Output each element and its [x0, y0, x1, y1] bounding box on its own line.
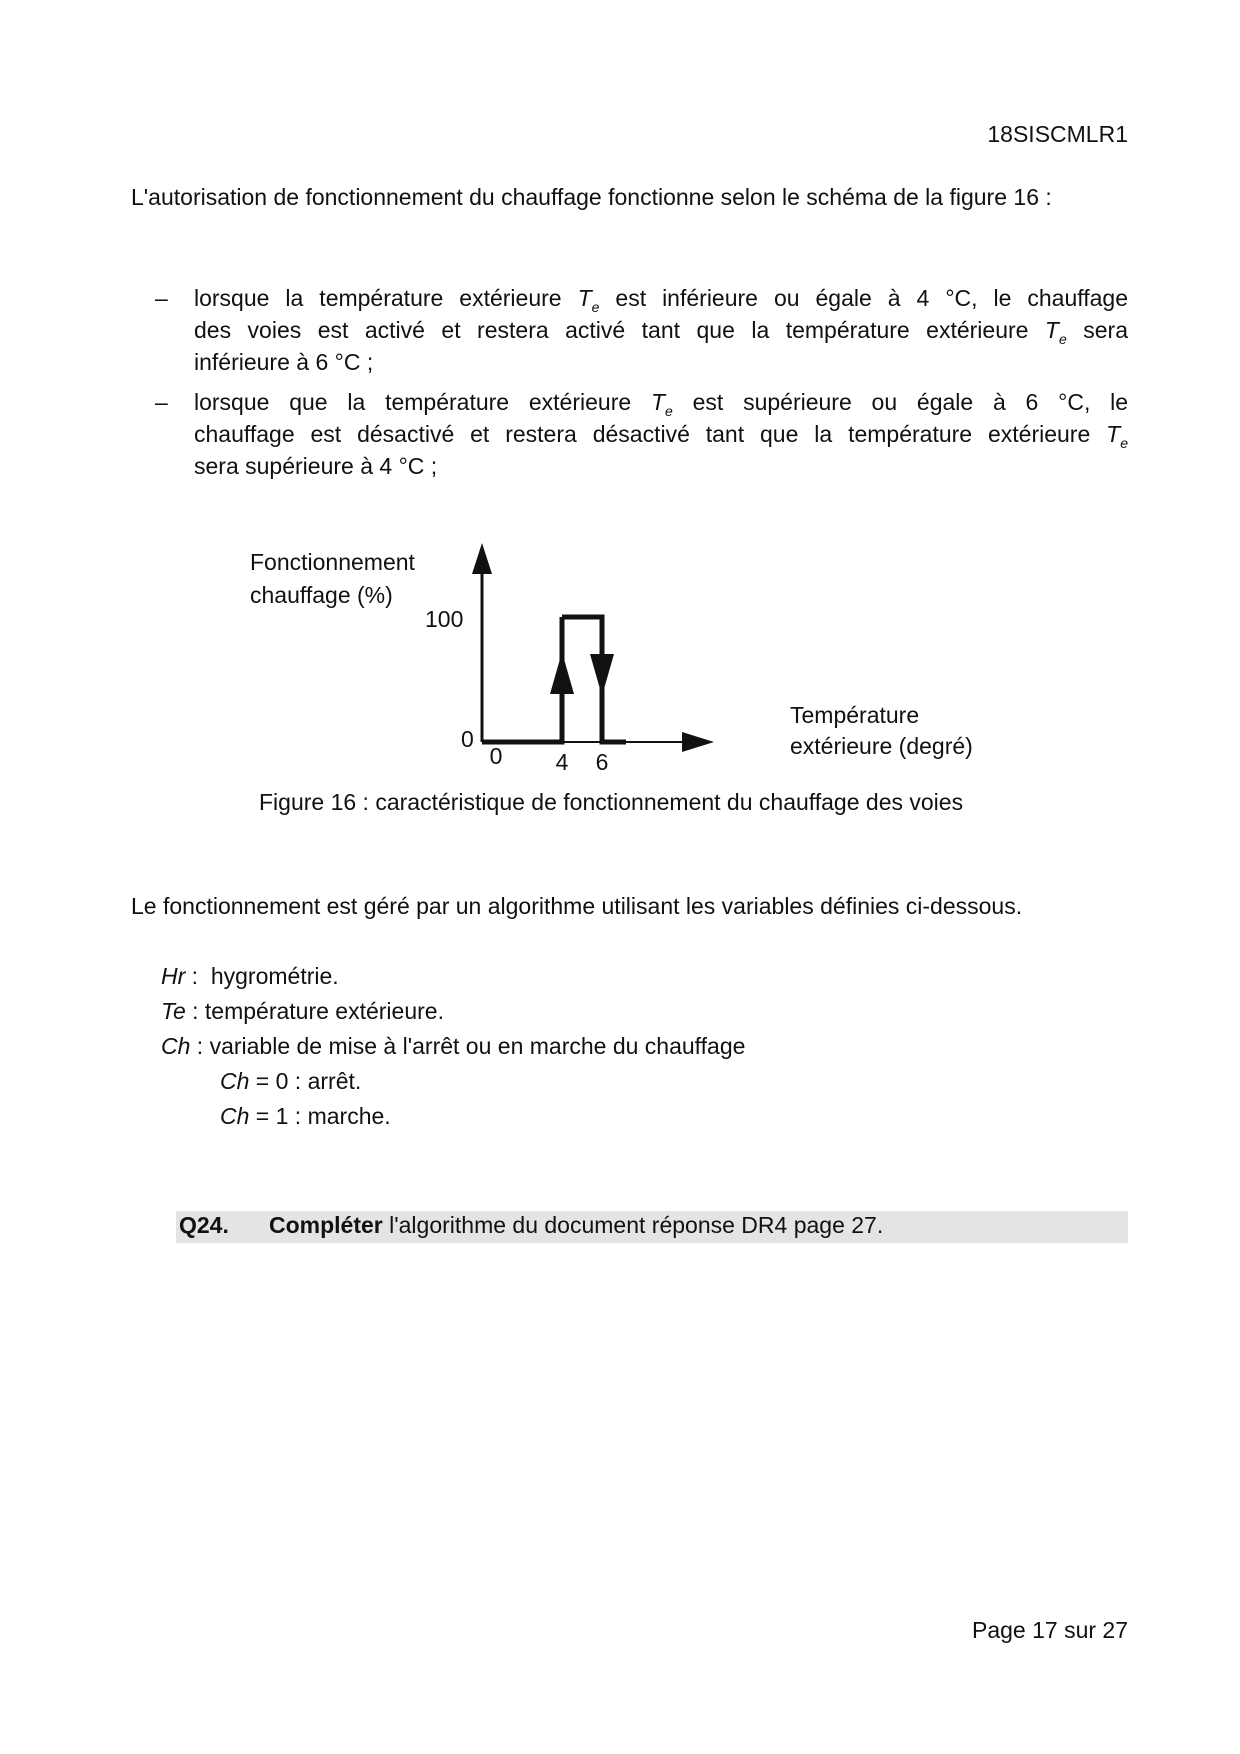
variable-ch — [161, 1033, 745, 1060]
document-code: 18SISCMLR1 — [987, 121, 1128, 147]
text: chauffage est désactivé et restera désactivé tant que la température extérieure — [194, 421, 1091, 447]
var-def: : hygrométrie. — [185, 963, 339, 989]
text: lorsque la température extérieure — [194, 285, 562, 311]
var-name: Hr — [161, 963, 186, 989]
question-text — [269, 1212, 883, 1239]
var-name: Ch — [161, 1033, 191, 1059]
var-name: Ch — [220, 1068, 250, 1094]
direction-arrow-down — [590, 654, 614, 696]
var-def: : température extérieure. — [185, 998, 444, 1024]
figure-16-chart — [240, 540, 1000, 780]
y-tick-100: 100 — [425, 606, 464, 632]
text: sera — [1083, 317, 1128, 343]
y-axis-arrowhead — [472, 543, 492, 574]
bullet-marker: – — [155, 389, 168, 415]
bullet-1-line-3: inférieure à 6 °C ; — [194, 349, 374, 375]
y-axis-label-line-1: Fonctionnement — [250, 549, 415, 575]
question-verb: Compléter — [269, 1212, 383, 1238]
var-name: Ch — [220, 1103, 250, 1129]
x-tick-4: 4 — [555, 749, 569, 775]
x-tick-6: 6 — [595, 749, 609, 775]
y-tick-0: 0 — [461, 726, 474, 752]
var-name: Te — [161, 998, 186, 1024]
intro-paragraph: L'autorisation de fonctionnement du chauffage fonctionne selon le schéma de la figure 16 : — [131, 184, 1052, 210]
y-axis-label-line-2: chauffage (%) — [250, 582, 393, 608]
var-def: : variable de mise à l'arrêt ou en marche du chauffage — [190, 1033, 746, 1059]
page-number: Page 17 sur 27 — [971, 1617, 1128, 1643]
var-te: $T_e$ — [1044, 317, 1067, 347]
bullet-2-line-3: sera supérieure à 4 °C ; — [194, 453, 438, 479]
figure-caption: Figure 16 : caractéristique de fonctionnement du chauffage des voies — [259, 789, 964, 815]
var-te: $T_e$ — [577, 285, 600, 315]
x-tick-0: 0 — [489, 743, 503, 769]
text: est supérieure ou égale à 6 °C, le — [692, 389, 1129, 415]
var-te: $T_e$ — [650, 389, 673, 419]
text: est inférieure ou égale à 4 °C, le chauffage — [615, 285, 1128, 311]
direction-arrow-up — [550, 652, 574, 694]
text: des voies est activé et restera activé tant que la température extérieure — [194, 317, 1029, 343]
var-def: = 1 : marche. — [249, 1103, 391, 1129]
chart-axes — [472, 543, 714, 752]
question-rest: l'algorithme du document réponse DR4 page 27. — [382, 1212, 884, 1238]
body-paragraph: Le fonctionnement est géré par un algorithme utilisant les variables définies ci-dessous. — [131, 893, 1023, 919]
series-line-1 — [482, 617, 562, 742]
text: lorsque que la température extérieure — [194, 389, 632, 415]
variable-ch-0 — [220, 1068, 361, 1095]
x-axis-arrowhead — [682, 732, 714, 752]
bullet-marker: – — [155, 285, 168, 311]
x-axis-label-line-2: extérieure (degré) — [790, 733, 973, 759]
var-te: $T_e$ — [1106, 421, 1129, 451]
x-axis-label-line-1: Température — [790, 702, 920, 728]
variable-hr — [161, 963, 339, 990]
variable-ch-1 — [220, 1103, 391, 1130]
var-def: = 0 : arrêt. — [249, 1068, 362, 1094]
question-number: Q24. — [179, 1212, 229, 1238]
variable-te — [161, 998, 444, 1025]
series-line-2 — [562, 617, 626, 742]
